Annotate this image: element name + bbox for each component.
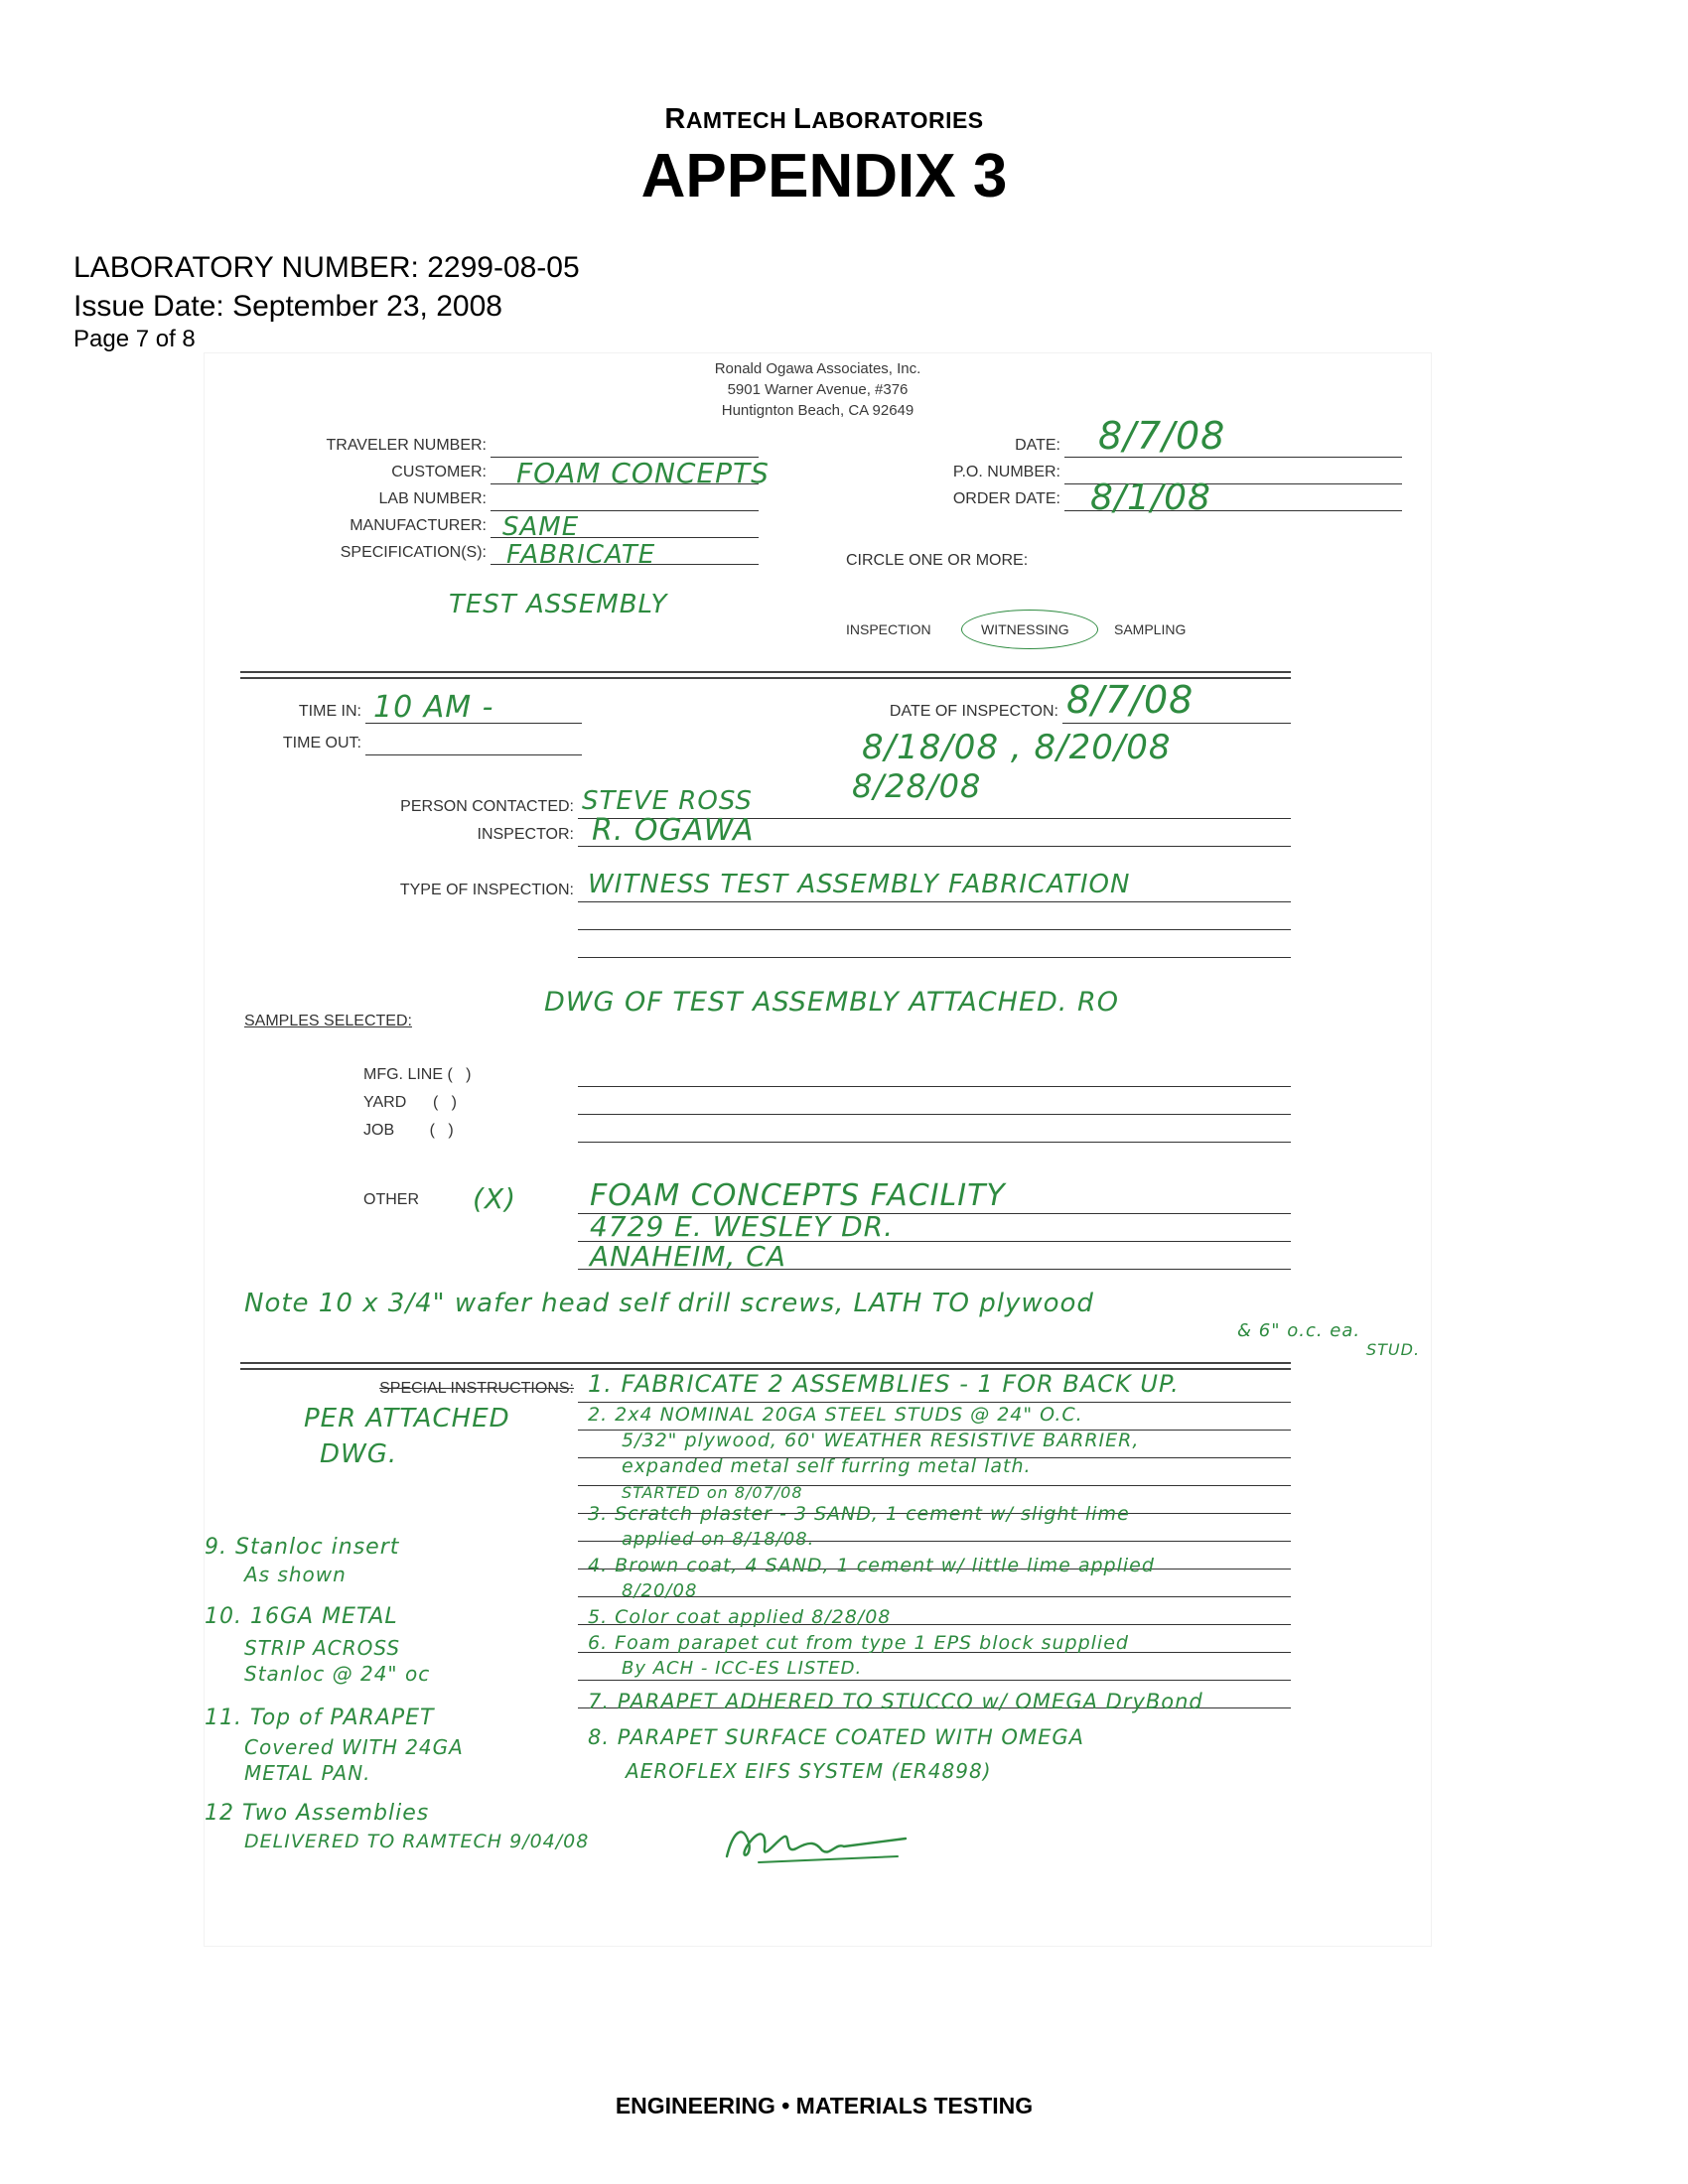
line-instr-11 bbox=[578, 1680, 1291, 1681]
label-specification: SPECIFICATION(S): bbox=[340, 544, 487, 561]
inspector-signature bbox=[719, 1813, 917, 1872]
hw-specification-2: TEST ASSEMBLY bbox=[449, 590, 668, 619]
hw-instr-6a: 6. Foam parapet cut from type 1 EPS block supplied bbox=[588, 1632, 1129, 1654]
label-samples-selected: SAMPLES SELECTED: bbox=[244, 1013, 412, 1029]
hw-left-9b: As shown bbox=[244, 1563, 347, 1586]
hw-instr-4a: 4. Brown coat, 4 SAND, 1 cement w/ little lime applied bbox=[588, 1555, 1155, 1576]
hw-left-12a: 12 Two Assemblies bbox=[205, 1801, 430, 1826]
hw-instr-2a: 2. 2x4 NOMINAL 20GA STEEL STUDS @ 24" O.C. bbox=[588, 1404, 1083, 1426]
option-witnessing: WITNESSING bbox=[981, 621, 1069, 637]
hw-instr-3b: applied on 8/18/08. bbox=[622, 1529, 815, 1550]
label-time-out: TIME OUT: bbox=[282, 735, 361, 751]
hw-instr-8a: 8. PARAPET SURFACE COATED WITH OMEGA bbox=[588, 1725, 1084, 1749]
label-circle-one: CIRCLE ONE OR MORE: bbox=[846, 552, 1029, 569]
hw-left-9a: 9. Stanloc insert bbox=[205, 1535, 400, 1560]
label-date-of-inspection: DATE OF INSPECTON: bbox=[889, 703, 1058, 720]
hw-note-2: & 6" o.c. ea. bbox=[1237, 1320, 1361, 1341]
label-type-of-inspection: TYPE OF INSPECTION: bbox=[399, 882, 574, 898]
hw-inspection-date-2: 8/18/08 , 8/20/08 bbox=[862, 728, 1172, 767]
divider-2 bbox=[240, 1362, 1291, 1364]
form-company-line-3: Huntignton Beach, CA 92649 bbox=[721, 402, 914, 419]
option-inspection: INSPECTION bbox=[846, 621, 931, 637]
hw-other-3: ANAHEIM, CA bbox=[590, 1240, 786, 1273]
hw-time-in: 10 AM - bbox=[373, 690, 494, 725]
hw-note-1: Note 10 x 3/4" wafer head self drill screws, LATH TO plywood bbox=[244, 1289, 1094, 1318]
hw-instr-8b: AEROFLEX EIFS SYSTEM (ER4898) bbox=[626, 1759, 992, 1783]
hw-instr-2c: expanded metal self furring metal lath. bbox=[622, 1455, 1032, 1477]
hw-instr-5: 5. Color coat applied 8/28/08 bbox=[588, 1606, 892, 1628]
label-other: OTHER bbox=[363, 1191, 419, 1208]
label-person-contacted: PERSON CONTACTED: bbox=[400, 798, 574, 815]
lab-number: LABORATORY NUMBER: 2299-08-05 bbox=[73, 251, 580, 284]
hw-inspection-date-1: 8/7/08 bbox=[1066, 678, 1195, 722]
hw-person-contacted: STEVE ROSS bbox=[582, 786, 753, 816]
label-lab-number: LAB NUMBER: bbox=[378, 490, 487, 507]
line-lab-number bbox=[491, 510, 759, 511]
label-traveler-number: TRAVELER NUMBER: bbox=[326, 437, 487, 454]
hw-inspection-date-3: 8/28/08 bbox=[852, 767, 982, 805]
hw-other-2: 4729 E. WESLEY DR. bbox=[590, 1210, 895, 1243]
page-number: Page 7 of 8 bbox=[73, 326, 196, 352]
line-mfg bbox=[578, 1086, 1291, 1087]
hw-instr-2b: 5/32" plywood, 60' WEATHER RESISTIVE BARRIER, bbox=[622, 1430, 1140, 1451]
label-mfg-line: MFG. LINE ( ) bbox=[363, 1066, 472, 1083]
line-yard bbox=[578, 1114, 1291, 1115]
label-job: JOB ( ) bbox=[363, 1122, 454, 1139]
hw-instr-6b: By ACH - ICC-ES LISTED. bbox=[622, 1658, 863, 1679]
hw-other-mark: (X) bbox=[473, 1182, 517, 1215]
line-type-1 bbox=[578, 901, 1291, 902]
hw-left-11b: Covered WITH 24GA bbox=[244, 1735, 464, 1759]
hw-left-10a: 10. 16GA METAL bbox=[205, 1604, 398, 1629]
hw-per-attached-1: PER ATTACHED bbox=[304, 1404, 510, 1433]
hw-inspector: R. OGAWA bbox=[592, 813, 755, 848]
hw-manufacturer: SAME bbox=[502, 512, 580, 542]
issue-date: Issue Date: September 23, 2008 bbox=[73, 290, 502, 323]
label-order-date: ORDER DATE: bbox=[952, 490, 1060, 507]
hw-samples-note: DWG OF TEST ASSEMBLY ATTACHED. RO bbox=[544, 987, 1119, 1018]
hw-specification-1: FABRICATE bbox=[506, 540, 656, 570]
line-type-3 bbox=[578, 957, 1291, 958]
line-type-2 bbox=[578, 929, 1291, 930]
hw-customer: FOAM CONCEPTS bbox=[516, 457, 770, 489]
hw-left-11c: METAL PAN. bbox=[244, 1761, 371, 1785]
line-instr-1 bbox=[578, 1402, 1291, 1403]
hw-type-of-inspection: WITNESS TEST ASSEMBLY FABRICATION bbox=[588, 870, 1131, 899]
hw-other-1: FOAM CONCEPTS FACILITY bbox=[590, 1178, 1006, 1213]
label-po-number: P.O. NUMBER: bbox=[952, 464, 1060, 480]
form-company-line-1: Ronald Ogawa Associates, Inc. bbox=[714, 360, 921, 377]
label-manufacturer: MANUFACTURER: bbox=[350, 517, 487, 534]
hw-instr-4b: 8/20/08 bbox=[622, 1580, 698, 1601]
label-special-instructions: SPECIAL INSTRUCTIONS: bbox=[379, 1380, 574, 1397]
line-date-of-inspection bbox=[1062, 723, 1291, 724]
hw-instr-2d: STARTED on 8/07/08 bbox=[622, 1483, 803, 1502]
hw-instr-7: 7. PARAPET ADHERED TO STUCCO w/ OMEGA DryBond bbox=[588, 1690, 1203, 1713]
divider-1 bbox=[240, 671, 1291, 673]
hw-left-11a: 11. Top of PARAPET bbox=[205, 1706, 435, 1730]
label-customer: CUSTOMER: bbox=[391, 464, 487, 480]
label-time-in: TIME IN: bbox=[298, 703, 361, 720]
label-inspector: INSPECTOR: bbox=[477, 826, 574, 843]
hw-left-10c: Stanloc @ 24" oc bbox=[244, 1662, 431, 1686]
line-job bbox=[578, 1142, 1291, 1143]
hw-note-3: STUD. bbox=[1366, 1340, 1421, 1359]
appendix-title: APPENDIX 3 bbox=[640, 142, 1008, 210]
line-time-out bbox=[365, 754, 582, 755]
hw-date: 8/7/08 bbox=[1098, 414, 1226, 458]
hw-instr-1: 1. FABRICATE 2 ASSEMBLIES - 1 FOR BACK UP. bbox=[588, 1370, 1180, 1398]
scanned-inspection-form bbox=[205, 353, 1431, 1946]
company-name: RAMTECH LABORATORIES bbox=[664, 103, 984, 135]
witnessing-circle-mark bbox=[961, 610, 1098, 649]
form-company-line-2: 5901 Warner Avenue, #376 bbox=[727, 381, 909, 398]
option-sampling: SAMPLING bbox=[1114, 621, 1187, 637]
hw-order-date: 8/1/08 bbox=[1090, 478, 1211, 518]
hw-instr-3a: 3. Scratch plaster - 3 SAND, 1 cement w/ slight lime bbox=[588, 1503, 1130, 1525]
hw-left-12b: DELIVERED TO RAMTECH 9/04/08 bbox=[244, 1831, 590, 1852]
label-date: DATE: bbox=[1015, 437, 1060, 454]
page-footer: ENGINEERING • MATERIALS TESTING bbox=[615, 2093, 1034, 2118]
label-yard: YARD ( ) bbox=[363, 1094, 457, 1111]
hw-per-attached-2: DWG. bbox=[320, 1439, 398, 1469]
hw-left-10b: STRIP ACROSS bbox=[244, 1636, 401, 1660]
